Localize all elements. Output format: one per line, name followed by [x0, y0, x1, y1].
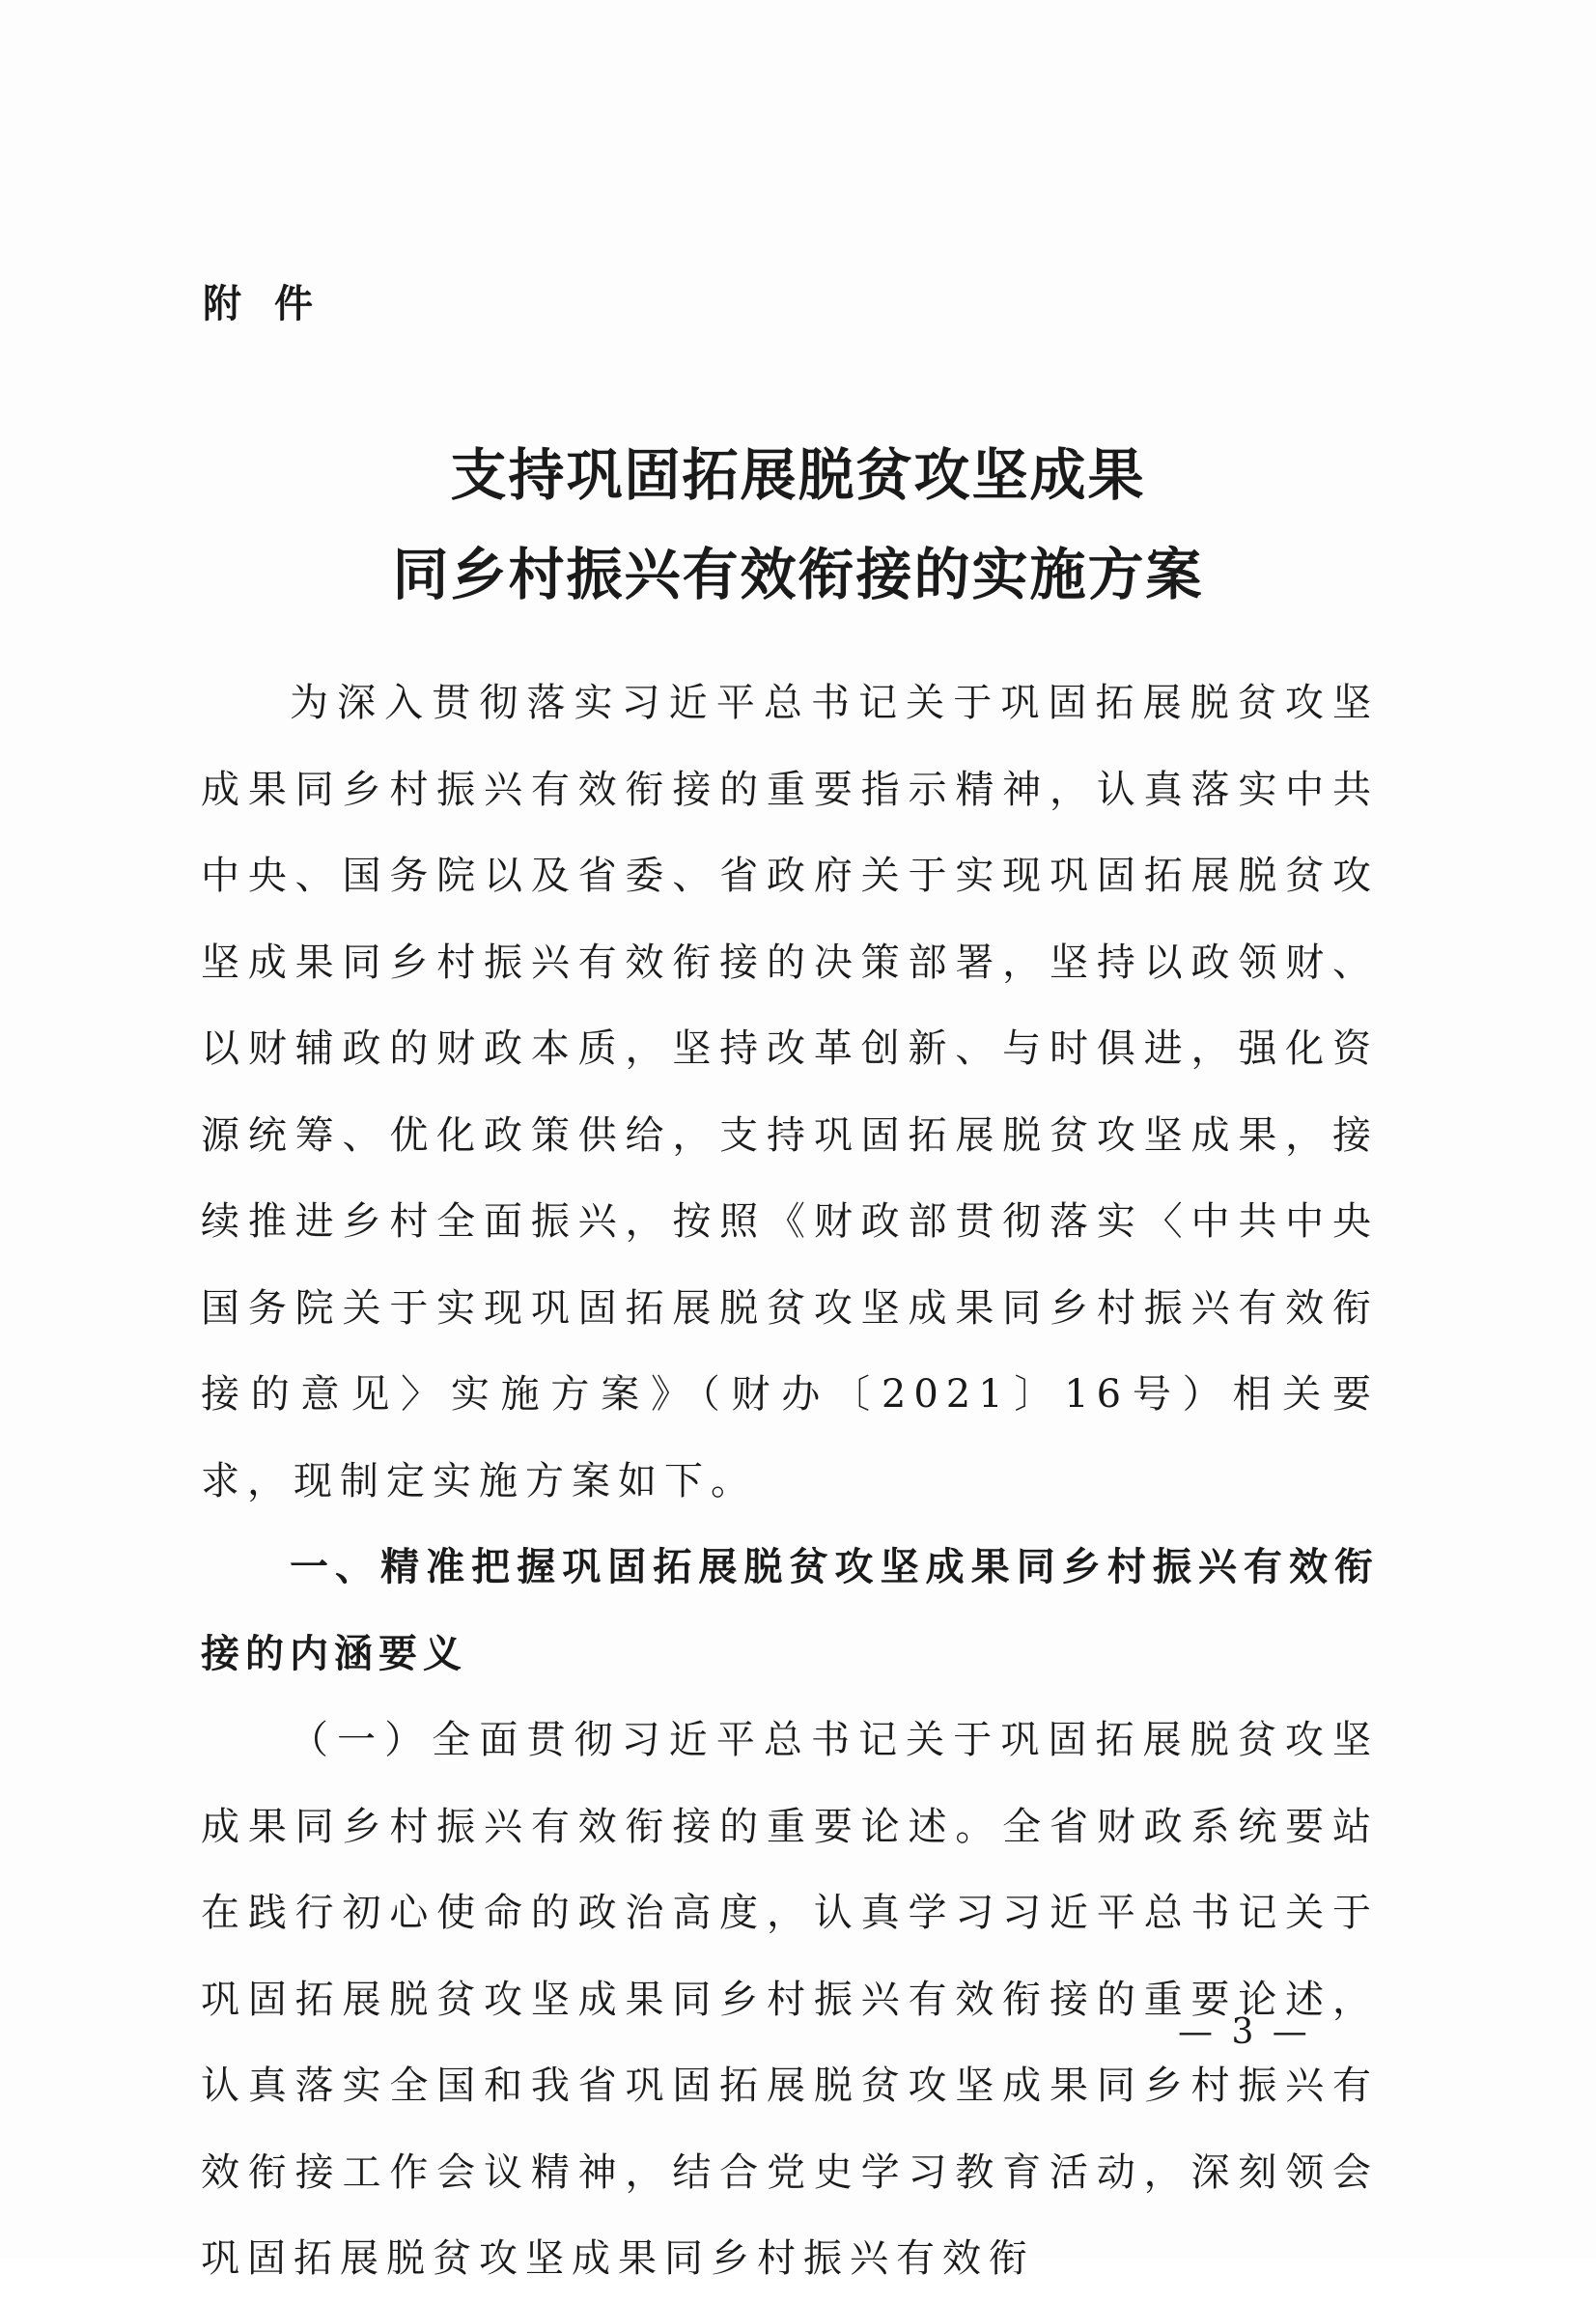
- document-title-line-1: 支持巩固拓展脱贫攻坚成果: [450, 442, 1146, 508]
- document-title-line-2: 同乡村振兴有效衔接的实施方案: [392, 542, 1204, 607]
- page-number: — 3 —: [1178, 2012, 1311, 2052]
- section-heading-1: 一、精准把握巩固拓展脱贫攻坚成果同乡村振兴有效衔接的内涵要义: [201, 1545, 1379, 1676]
- section-1-item-1: （一）全面贯彻习近平总书记关于巩固拓展脱贫攻坚成果同乡村振兴有效衔接的重要论述。全省财政系统要站在践行初心使命的政治高度，认真学习习近平总书记关于巩固拓展脱贫攻坚成果同乡村振兴有效衔接的重要论述，认真落实全国和我省巩固拓展脱贫攻坚成果同乡村振兴有效衔接工作会议精神，结合党史学习教育活动，深刻领会巩固拓展脱贫攻坚成果同乡村振兴有效衔: [201, 1718, 1379, 2281]
- intro-paragraph: 为深入贯彻落实习近平总书记关于巩固拓展脱贫攻坚成果同乡村振兴有效衔接的重要指示精神，认真落实中共中央、国务院以及省委、省政府关于实现巩固拓展脱贫攻坚成果同乡村振兴有效衔接的决策部署，坚持以政领财、以财辅政的财政本质，坚持改革创新、与时俱进，强化资源统筹、优化政策供给，支持巩固拓展脱贫攻坚成果，接续推进乡村全面振兴，按照《财政部贯彻落实〈中共中央国务院关于实现巩固拓展脱贫攻坚成果同乡村振兴有效衔接的意见〉实施方案》（财办〔2021〕16号）相关要求，现制定实施方案如下。: [201, 681, 1379, 1503]
- attachment-label: 附件: [203, 282, 346, 326]
